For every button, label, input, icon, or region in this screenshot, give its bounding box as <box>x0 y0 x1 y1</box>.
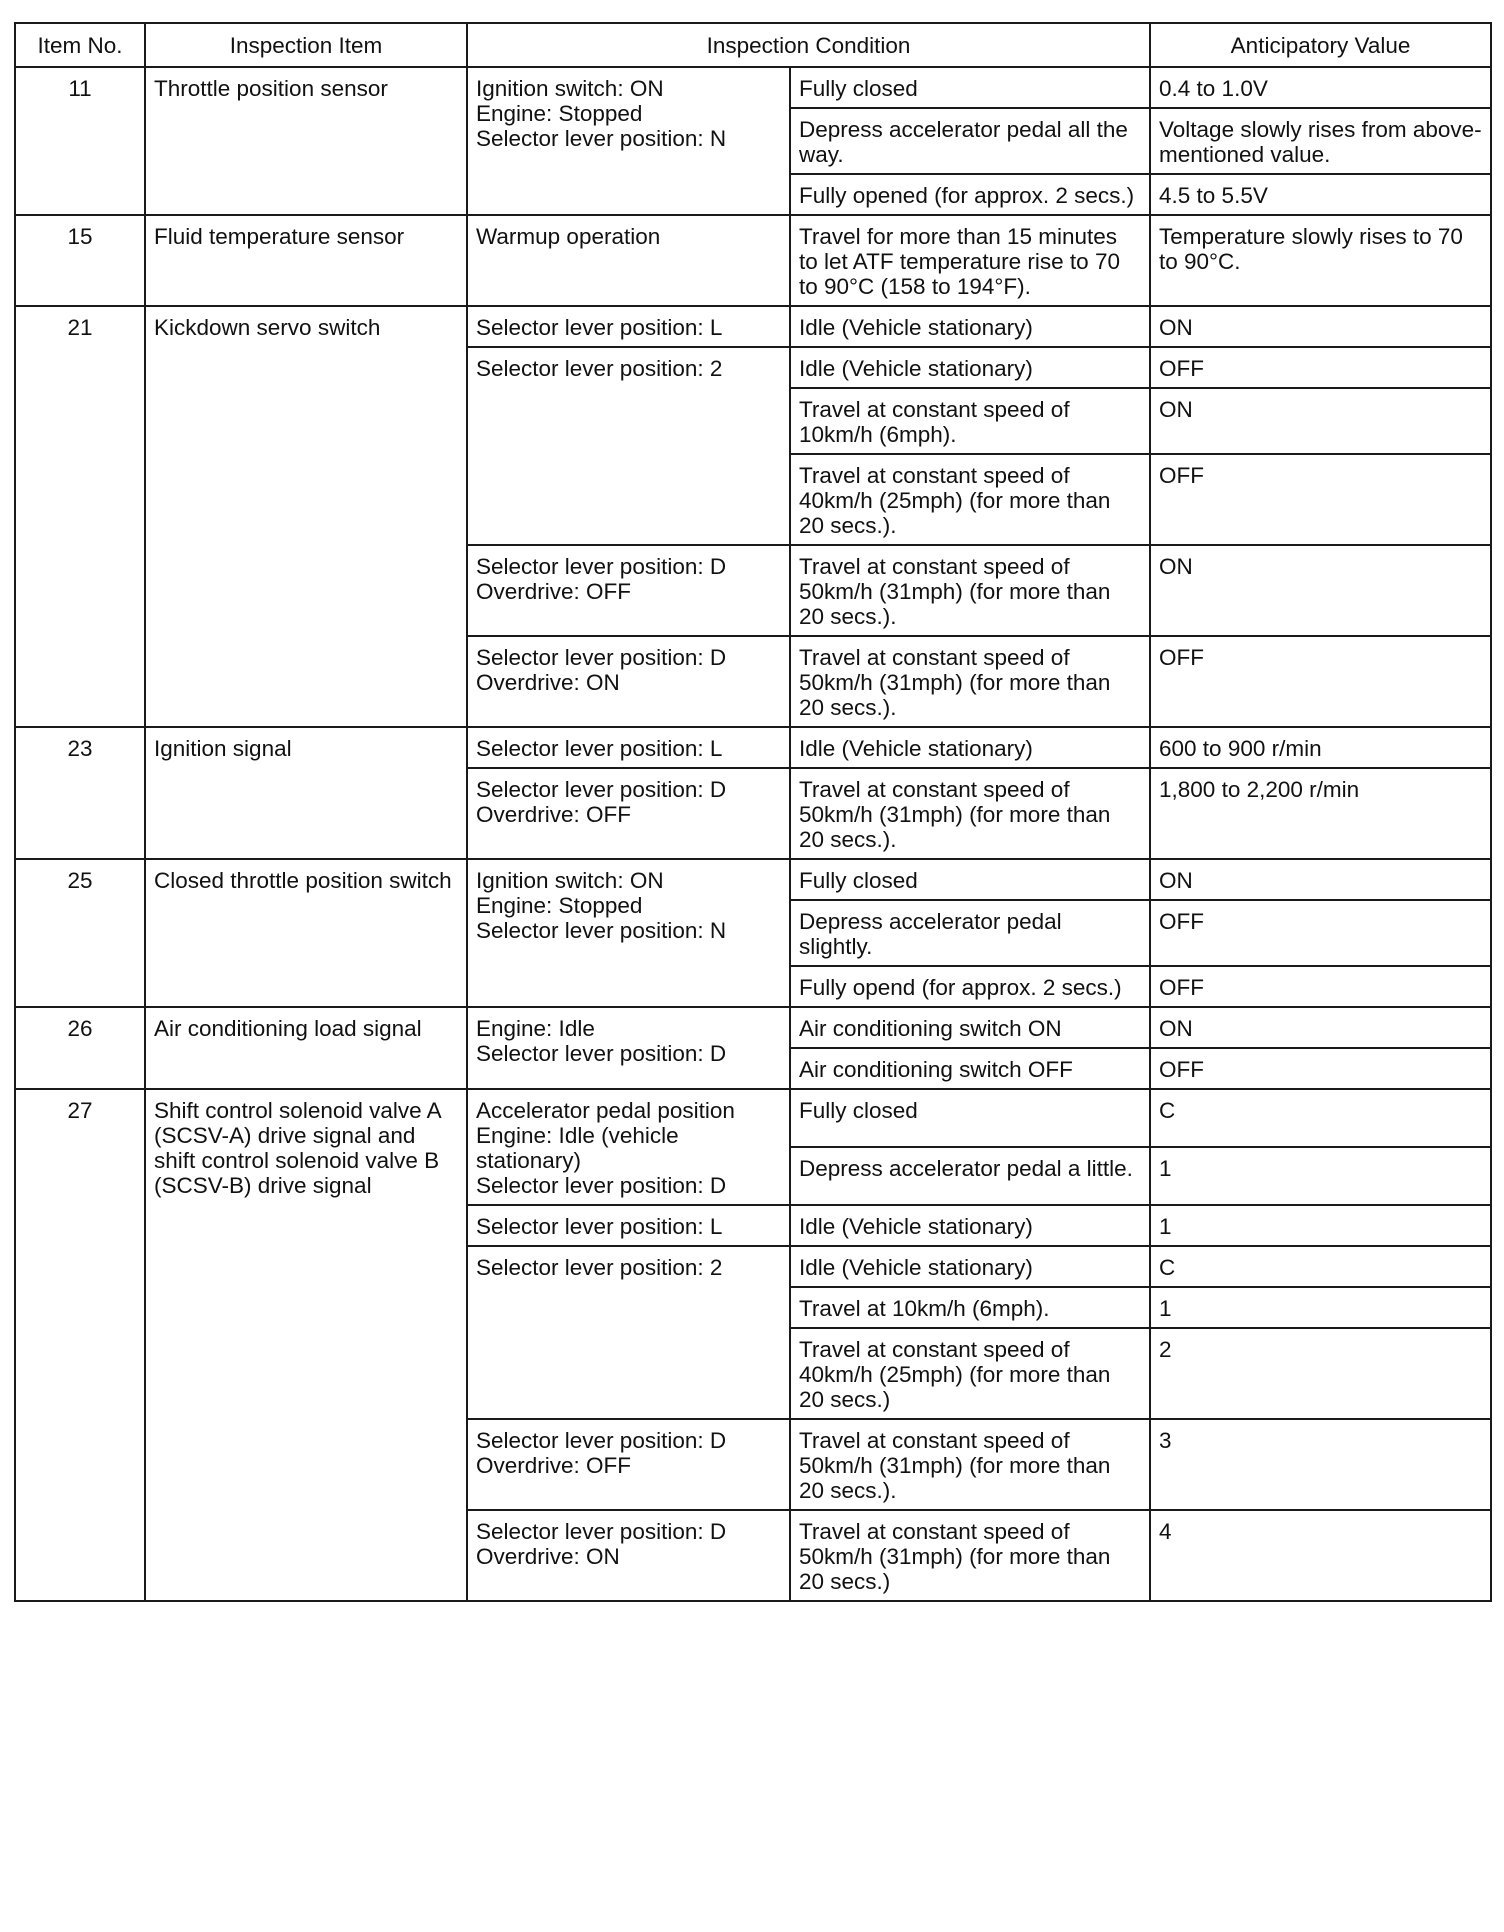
condition-detail: Travel at constant speed of 50km/h (31mph) (for more than 20 secs.). <box>790 1419 1150 1510</box>
anticipatory-value: 2 <box>1150 1328 1491 1419</box>
inspection-condition: Ignition switch: ON Engine: Stopped Selector lever position: N <box>467 67 790 215</box>
item-number: 23 <box>15 727 145 859</box>
anticipatory-value: ON <box>1150 1007 1491 1048</box>
inspection-item: Throttle position sensor <box>145 67 467 215</box>
condition-detail: Depress accelerator pedal slightly. <box>790 900 1150 966</box>
condition-detail: Idle (Vehicle stationary) <box>790 306 1150 347</box>
anticipatory-value: 3 <box>1150 1419 1491 1510</box>
inspection-condition: Selector lever position: 2 <box>467 1246 790 1419</box>
condition-detail: Travel at constant speed of 50km/h (31mph) (for more than 20 secs.). <box>790 768 1150 859</box>
table-row <box>15 727 1491 768</box>
inspection-condition: Warmup operation <box>467 215 790 306</box>
anticipatory-value: ON <box>1150 306 1491 347</box>
anticipatory-value: OFF <box>1150 966 1491 1007</box>
item-number: 11 <box>15 67 145 215</box>
inspection-item: Fluid temperature sensor <box>145 215 467 306</box>
condition-detail: Travel at constant speed of 40km/h (25mph) (for more than 20 secs.). <box>790 454 1150 545</box>
table-row <box>15 306 1491 347</box>
inspection-condition: Selector lever position: D Overdrive: OFF <box>467 768 790 859</box>
item-number: 21 <box>15 306 145 727</box>
anticipatory-value: OFF <box>1150 347 1491 388</box>
table-row <box>15 215 1491 306</box>
header-item-no: Item No. <box>15 23 145 67</box>
condition-detail: Fully opend (for approx. 2 secs.) <box>790 966 1150 1007</box>
inspection-condition: Selector lever position: L <box>467 727 790 768</box>
condition-detail: Fully opened (for approx. 2 secs.) <box>790 174 1150 215</box>
condition-detail: Depress accelerator pedal all the way. <box>790 108 1150 174</box>
header-inspection-item: Inspection Item <box>145 23 467 67</box>
condition-detail: Idle (Vehicle stationary) <box>790 1205 1150 1246</box>
inspection-item: Kickdown servo switch <box>145 306 467 727</box>
anticipatory-value: 0.4 to 1.0V <box>1150 67 1491 108</box>
inspection-condition: Engine: Idle Selector lever position: D <box>467 1007 790 1089</box>
inspection-condition: Selector lever position: L <box>467 1205 790 1246</box>
anticipatory-value: Temperature slowly rises to 70 to 90°C. <box>1150 215 1491 306</box>
anticipatory-value: 1 <box>1150 1205 1491 1246</box>
condition-detail: Travel at constant speed of 40km/h (25mph) (for more than 20 secs.) <box>790 1328 1150 1419</box>
condition-detail: Fully closed <box>790 1089 1150 1147</box>
condition-detail: Travel for more than 15 minutes to let ATF temperature rise to 70 to 90°C (158 to 194°F). <box>790 215 1150 306</box>
inspection-condition: Selector lever position: D Overdrive: OFF <box>467 545 790 636</box>
anticipatory-value: 1,800 to 2,200 r/min <box>1150 768 1491 859</box>
inspection-table <box>14 22 1492 1602</box>
anticipatory-value: ON <box>1150 545 1491 636</box>
condition-detail: Idle (Vehicle stationary) <box>790 727 1150 768</box>
condition-detail: Travel at constant speed of 50km/h (31mph) (for more than 20 secs.). <box>790 636 1150 727</box>
table-body <box>15 67 1491 1601</box>
page <box>14 22 1490 1602</box>
inspection-condition: Selector lever position: D Overdrive: ON <box>467 1510 790 1601</box>
condition-detail: Travel at 10km/h (6mph). <box>790 1287 1150 1328</box>
inspection-item: Air conditioning load signal <box>145 1007 467 1089</box>
condition-detail: Air conditioning switch ON <box>790 1007 1150 1048</box>
inspection-condition: Selector lever position: 2 <box>467 347 790 545</box>
inspection-item: Closed throttle position switch <box>145 859 467 1007</box>
inspection-condition: Selector lever position: L <box>467 306 790 347</box>
condition-detail: Travel at constant speed of 10km/h (6mph). <box>790 388 1150 454</box>
condition-detail: Fully closed <box>790 859 1150 900</box>
table-row <box>15 1007 1491 1048</box>
anticipatory-value: C <box>1150 1246 1491 1287</box>
anticipatory-value: OFF <box>1150 900 1491 966</box>
condition-detail: Travel at constant speed of 50km/h (31mph) (for more than 20 secs.) <box>790 1510 1150 1601</box>
header-row <box>15 23 1491 67</box>
condition-detail: Idle (Vehicle stationary) <box>790 1246 1150 1287</box>
anticipatory-value: C <box>1150 1089 1491 1147</box>
anticipatory-value: OFF <box>1150 1048 1491 1089</box>
anticipatory-value: 4.5 to 5.5V <box>1150 174 1491 215</box>
item-number: 27 <box>15 1089 145 1601</box>
inspection-condition: Selector lever position: D Overdrive: OFF <box>467 1419 790 1510</box>
item-number: 26 <box>15 1007 145 1089</box>
anticipatory-value: 1 <box>1150 1287 1491 1328</box>
item-number: 25 <box>15 859 145 1007</box>
anticipatory-value: ON <box>1150 388 1491 454</box>
inspection-item: Ignition signal <box>145 727 467 859</box>
inspection-condition: Accelerator pedal position Engine: Idle (vehicle stationary) Selector lever position: D <box>467 1089 790 1205</box>
anticipatory-value: 600 to 900 r/min <box>1150 727 1491 768</box>
inspection-condition: Selector lever position: D Overdrive: ON <box>467 636 790 727</box>
anticipatory-value: Voltage slowly rises from above-mentioned value. <box>1150 108 1491 174</box>
condition-detail: Fully closed <box>790 67 1150 108</box>
inspection-condition: Ignition switch: ON Engine: Stopped Selector lever position: N <box>467 859 790 1007</box>
table-row <box>15 859 1491 900</box>
header-inspection-condition: Inspection Condition <box>467 23 1150 67</box>
anticipatory-value: OFF <box>1150 636 1491 727</box>
condition-detail: Travel at constant speed of 50km/h (31mph) (for more than 20 secs.). <box>790 545 1150 636</box>
header-anticipatory-value: Anticipatory Value <box>1150 23 1491 67</box>
condition-detail: Depress accelerator pedal a little. <box>790 1147 1150 1205</box>
table-row <box>15 1089 1491 1147</box>
condition-detail: Idle (Vehicle stationary) <box>790 347 1150 388</box>
anticipatory-value: ON <box>1150 859 1491 900</box>
condition-detail: Air conditioning switch OFF <box>790 1048 1150 1089</box>
inspection-item: Shift control solenoid valve A (SCSV-A) drive signal and shift control solenoid valve B (SCSV-B) drive signal <box>145 1089 467 1601</box>
item-number: 15 <box>15 215 145 306</box>
anticipatory-value: 1 <box>1150 1147 1491 1205</box>
anticipatory-value: 4 <box>1150 1510 1491 1601</box>
anticipatory-value: OFF <box>1150 454 1491 545</box>
table-row <box>15 67 1491 108</box>
